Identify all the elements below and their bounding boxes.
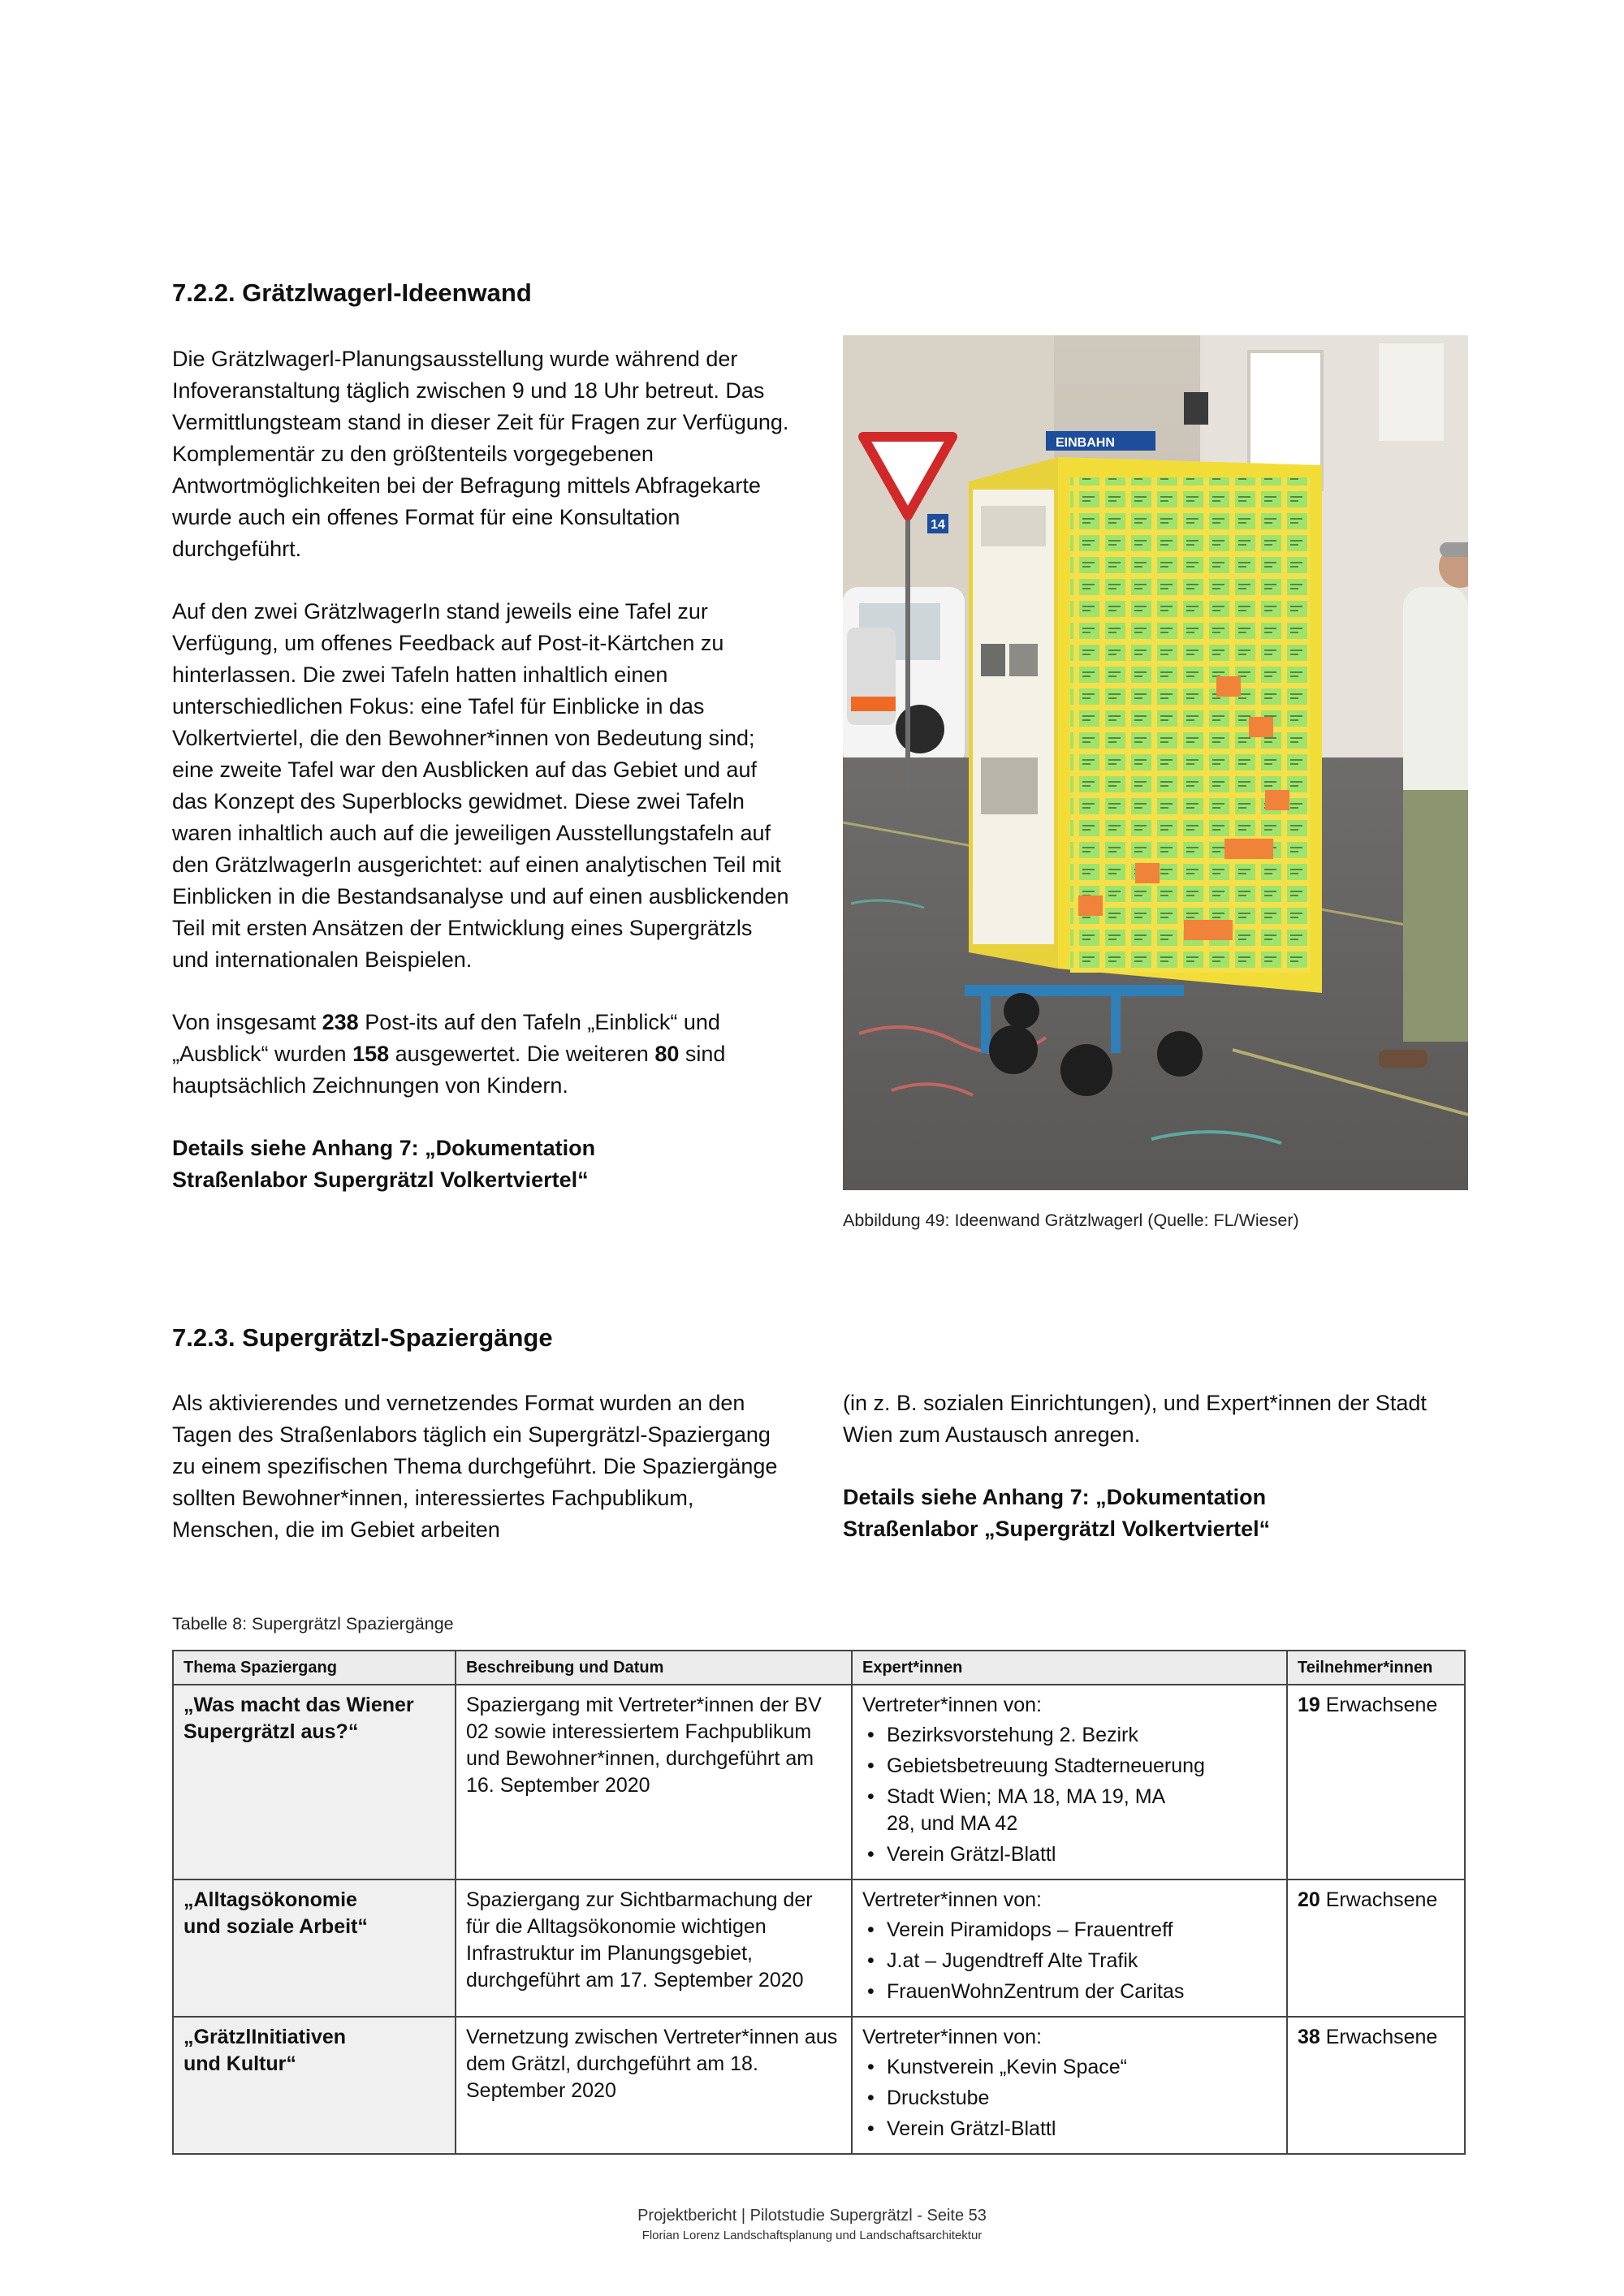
paragraph: Als aktivierendes und vernetzendes Format wurden an den Tagen des Straßenlabors täglich ein Supergrätzl-Spaziergang zu einem spezifischen Thema durchgeführt. Die Spaziergänge sollten Bewohner*innen, interessiertes Fachpublikum, Menschen, die im Gebiet arbeiten — [172, 1391, 778, 1542]
paragraph: Die Grätzlwagerl-Planungsausstellung wurde während der Infoveranstaltung täglich zwischen 9 und 18 Uhr betreut. Das Vermittlungsteam stand in dieser Zeit für Fragen zur Verfügung. Komplementär zu den größtenteils vorgegebenen Antwortmöglichkeiten bei der Befragung mittels Abfragekarte wurde auch ein offenes Format für eine Konsultation durchgeführt. — [172, 347, 789, 561]
beschreibung-cell: Spaziergang zur Sichtbarmachung der für die Alltagsökonomie wichtigen Infrastruktur im Planungsgebiet, durchgeführt am 17. September 2020 — [456, 1880, 852, 2017]
teilnehmer-cell: 38 Erwachsene — [1287, 2017, 1465, 2154]
postit-drawings: 80 — [654, 1042, 680, 1066]
experten-cell — [852, 1880, 1287, 2017]
experten-intro: Vertreter*innen von: — [862, 1888, 1042, 1911]
footer-author: Florian Lorenz Landschaftsplanung und Landschaftsarchitektur — [641, 2229, 983, 2242]
details-reference: Details siehe Anhang 7: „Dokumentation Straßenlabor Supergrätzl Volkertviertel“ — [172, 1136, 596, 1192]
section-heading-ideenwand: 7.2.2. Grätzlwagerl-Ideenwand — [172, 278, 532, 307]
column-header: Expert*innen — [852, 1651, 1287, 1685]
postit-total: 238 — [322, 1010, 359, 1034]
thema-cell: „Was macht das Wiener Supergrätzl aus?“ — [173, 1685, 456, 1880]
list-item: • FrauenWohnZentrum der Caritas — [866, 1979, 1276, 2005]
column-header: Teilnehmer*innen — [1287, 1651, 1465, 1685]
table-row — [173, 2017, 1465, 2154]
list-item: • Verein Piramidops – Frauentreff — [866, 1917, 1276, 1944]
page-footer — [0, 2207, 1624, 2242]
thema-cell: „GrätzlInitiativen und Kultur“ — [173, 2017, 456, 2154]
list-item: • Verein Grätzl-Blattl — [866, 2116, 1276, 2143]
ideenwand-text — [172, 343, 789, 1196]
beschreibung-cell: Spaziergang mit Vertreter*innen der BV 02 sowie interessiertem Fachpublikum und Bewohner*innen, durchgeführt am 16. September 2020 — [456, 1685, 852, 1880]
paragraph: (in z. B. sozialen Einrichtungen), und Expert*innen der Stadt Wien zum Austausch anregen. — [843, 1391, 1427, 1447]
table-row — [173, 1880, 1465, 2017]
section-heading-spaziergaenge: 7.2.3. Supergrätzl-Spaziergänge — [172, 1323, 553, 1352]
table-caption: Tabelle 8: Supergrätzl Spaziergänge — [172, 1614, 454, 1634]
experten-intro: Vertreter*innen von: — [862, 2026, 1042, 2048]
list-item: • Bezirksvorstehung 2. Bezirk — [866, 1722, 1276, 1749]
teilnehmer-count: 19 — [1298, 1694, 1320, 1716]
postit-evaluated: 158 — [352, 1042, 390, 1066]
beschreibung-cell: Vernetzung zwischen Vertreter*innen aus dem Grätzl, durchgeführt am 18. September 2020 — [456, 2017, 852, 2154]
experten-cell — [852, 1685, 1287, 1880]
spaziergaenge-text-col2 — [843, 1388, 1444, 1545]
teilnehmer-cell: 20 Erwachsene — [1287, 1880, 1465, 2017]
table-row — [173, 1685, 1465, 1880]
list-item: • Druckstube — [866, 2085, 1276, 2112]
list-item: • Kunstverein „Kevin Space“ — [866, 2054, 1276, 2081]
teilnehmer-cell: 19 Erwachsene — [1287, 1685, 1465, 1880]
spaziergaenge-text-col1 — [172, 1388, 796, 1546]
list-item: • J.at – Jugendtreff Alte Trafik — [866, 1948, 1276, 1974]
list-item: • Verein Grätzl-Blattl — [866, 1841, 1276, 1868]
experten-intro: Vertreter*innen von: — [862, 1694, 1042, 1716]
teilnehmer-count: 20 — [1298, 1888, 1320, 1911]
table-header-row — [173, 1651, 1465, 1685]
spaziergaenge-table — [172, 1650, 1466, 2155]
list-item: • Gebietsbetreuung Stadterneuerung — [866, 1753, 1276, 1780]
footer-title: Projektbericht | Pilotstudie Supergrätzl - Seite 53 — [637, 2207, 987, 2225]
details-reference: Details siehe Anhang 7: „Dokumentation Straßenlabor „Supergrätzl Volkertviertel“ — [843, 1485, 1271, 1541]
paragraph: Von insgesamt 238 Post-its auf den Tafeln „Einblick“ und „Ausblick“ wurden 158 ausgewertet. Die weiteren 80 sind hauptsächlich Zeichnungen von Kindern. — [172, 1010, 726, 1098]
column-header: Thema Spaziergang — [173, 1651, 456, 1685]
photo-caption: Abbildung 49: Ideenwand Grätzlwagerl (Quelle: FL/Wieser) — [843, 1211, 1299, 1230]
ideenwand-photo — [843, 335, 1468, 1190]
experten-cell — [852, 2017, 1287, 2154]
einbahn-sign: EINBAHN — [1056, 436, 1115, 450]
paragraph: Auf den zwei GrätzlwagerIn stand jeweils eine Tafel zur Verfügung, um offenes Feedback auf Post-it-Kärtchen zu hinterlassen. Die zwei Tafeln hatten inhaltlich einen unterschiedlichen Fokus: eine Tafel für Einblicke in das Volkertviertel, die den Bewohner*innen von Bedeutung sind; eine zweite Tafel war den Ausblicken auf das Gebiet und auf das Konzept des Superblocks gewidmet. Diese zwei Tafeln waren inhaltlich auch auf die jeweiligen Ausstellungstafeln auf den GrätzlwagerIn ausgerichtet: auf einen analytischen Teil mit Einblicken in die Bestandsanalyse und auf einen ausblickenden Teil mit ersten Ansätzen der Entwicklung eines Supergrätzls und internationalen Beispielen. — [172, 599, 789, 972]
thema-cell: „Alltagsökonomie und soziale Arbeit“ — [173, 1880, 456, 2017]
list-item: • Stadt Wien; MA 18, MA 19, MA 28, und MA 42 — [866, 1784, 1179, 1837]
column-header: Beschreibung und Datum — [456, 1651, 852, 1685]
street-number-sign: 14 — [931, 518, 945, 532]
teilnehmer-count: 38 — [1298, 2026, 1320, 2048]
